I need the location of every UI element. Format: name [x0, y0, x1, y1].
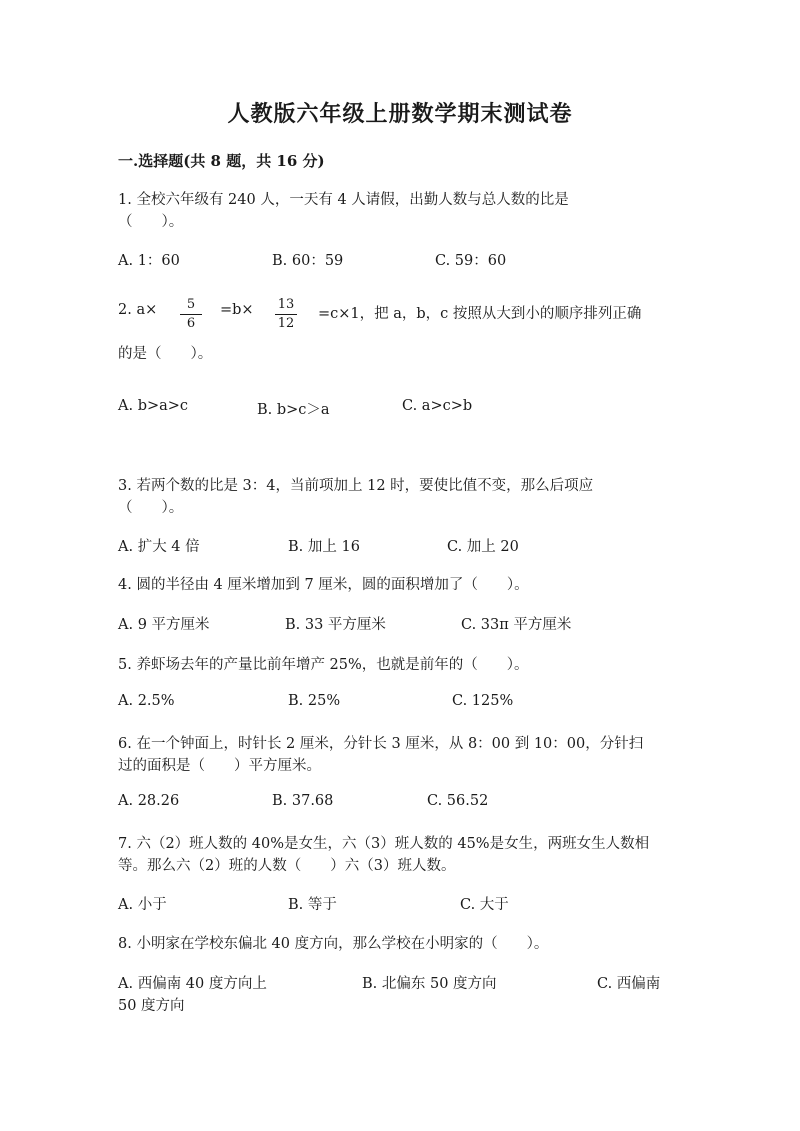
question-2-text-part1: 2. a× — [118, 302, 158, 318]
question-3-option-b: B. 加上 16 — [288, 539, 360, 555]
question-7-text-cont: 等。那么六（2）班的人数（ ）六（3）班人数。 — [118, 858, 456, 874]
question-6-option-c: C. 56.52 — [427, 793, 489, 809]
question-4-text: 4. 圆的半径由 4 厘米增加到 7 厘米，圆的面积增加了（ ）。 — [118, 577, 529, 593]
question-5-option-b: B. 25% — [288, 693, 341, 709]
question-1-text-cont: （ ）。 — [118, 214, 184, 230]
question-2-option-b: B. b>c＞a — [257, 402, 330, 418]
question-5-option-c: C. 125% — [452, 693, 514, 709]
question-8-option-c-cont: 50 度方向 — [118, 998, 185, 1014]
fraction-denominator: 12 — [277, 316, 295, 331]
question-8-option-a: A. 西偏南 40 度方向上 — [118, 976, 267, 992]
question-5-text: 5. 养虾场去年的产量比前年增产 25%，也就是前年的（ ）。 — [118, 657, 529, 673]
question-3-text-cont: （ ）。 — [118, 500, 184, 516]
question-6-option-b: B. 37.68 — [272, 793, 334, 809]
question-6-text-cont: 过的面积是（ ）平方厘米。 — [118, 758, 321, 774]
question-7-option-c: C. 大于 — [460, 897, 509, 913]
question-8-option-b: B. 北偏东 50 度方向 — [362, 976, 497, 992]
fraction-numerator: 5 — [186, 297, 196, 312]
question-6-text: 6. 在一个钟面上，时针长 2 厘米，分针长 3 厘米，从 8：00 到 10：00，分针扫 — [118, 736, 644, 752]
question-4-option-c: C. 33π 平方厘米 — [461, 617, 572, 633]
question-1-option-b: B. 60：59 — [272, 253, 344, 269]
fraction-numerator: 13 — [277, 297, 295, 312]
question-6-option-a: A. 28.26 — [118, 793, 180, 809]
question-5-option-a: A. 2.5% — [118, 693, 175, 709]
question-1-text: 1. 全校六年级有 240 人，一天有 4 人请假，出勤人数与总人数的比是 — [118, 192, 569, 208]
question-2-text-part2: =b× — [220, 302, 254, 318]
question-4-option-a: A. 9 平方厘米 — [118, 617, 210, 633]
question-7-text: 7. 六（2）班人数的 40%是女生，六（3）班人数的 45%是女生，两班女生人数相 — [118, 836, 650, 852]
page-title: 人教版六年级上册数学期末测试卷 — [227, 101, 573, 127]
fraction-13-12 — [275, 297, 297, 332]
question-8-text: 8. 小明家在学校东偏北 40 度方向，那么学校在小明家的（ ）。 — [118, 936, 549, 952]
fraction-bar — [275, 314, 297, 315]
question-3-option-c: C. 加上 20 — [447, 539, 519, 555]
question-7-option-a: A. 小于 — [118, 897, 167, 913]
question-1-option-c: C. 59：60 — [435, 253, 507, 269]
question-2-option-c: C. a>c>b — [402, 398, 473, 414]
fraction-denominator: 6 — [186, 316, 196, 331]
fraction-5-6 — [180, 297, 202, 332]
section-heading: 一.选择题(共 8 题，共 16 分) — [118, 152, 325, 170]
question-2-text-part3: =c×1，把 a，b，c 按照从大到小的顺序排列正确 — [318, 306, 642, 322]
question-3-option-a: A. 扩大 4 倍 — [118, 539, 200, 555]
question-4-option-b: B. 33 平方厘米 — [285, 617, 386, 633]
fraction-bar — [180, 314, 202, 315]
question-8-option-c: C. 西偏南 — [597, 976, 661, 992]
question-2-option-a: A. b>a>c — [118, 398, 189, 414]
question-3-text: 3. 若两个数的比是 3：4，当前项加上 12 时，要使比值不变，那么后项应 — [118, 478, 594, 494]
question-7-option-b: B. 等于 — [288, 897, 337, 913]
question-2-text-cont: 的是（ ）。 — [118, 346, 213, 362]
question-1-option-a: A. 1：60 — [118, 253, 180, 269]
